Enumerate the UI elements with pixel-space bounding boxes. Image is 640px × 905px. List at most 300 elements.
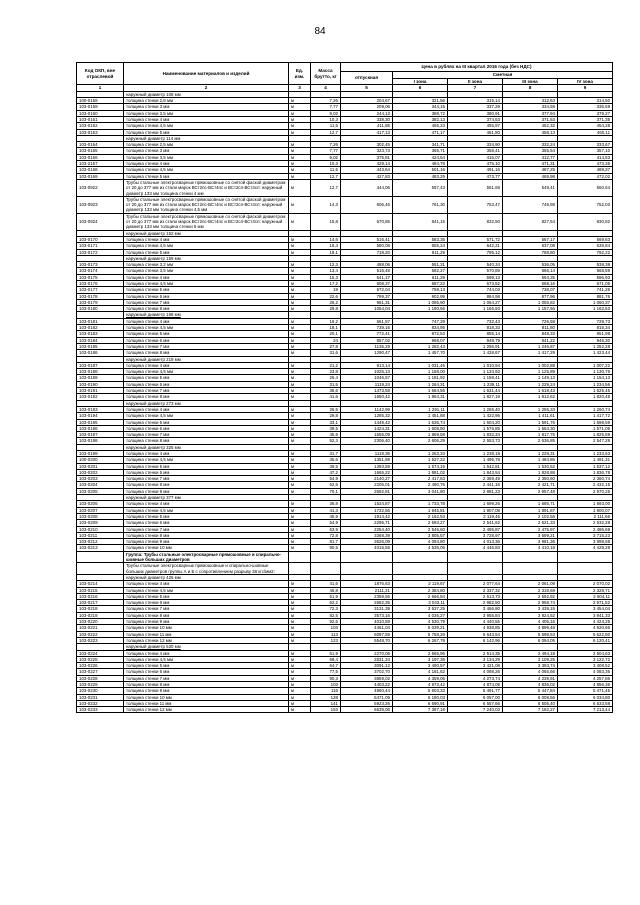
row-code: 103-0174	[77, 268, 124, 274]
row-code: 103-0199	[77, 451, 124, 457]
row-code: 100-0200	[77, 457, 124, 463]
row-name: толщина стенки 4 мм	[124, 362, 289, 368]
row-zone1-price: 465,23	[393, 123, 448, 129]
row-name: толщина стенки 5 мм	[124, 249, 289, 255]
header-index: 4	[311, 85, 341, 92]
row-zone4-price: 851,98	[558, 331, 613, 337]
row-release-price: 1046,57	[341, 375, 393, 381]
header-estimate: Сметная	[393, 72, 613, 79]
row-zone4-price: 569,63	[558, 236, 613, 242]
row-unit: м	[289, 520, 311, 526]
row-zone2-price: 2 541,62	[448, 520, 503, 526]
row-mass: 7,26	[311, 142, 341, 148]
row-mass: 52,3	[311, 438, 341, 444]
row-code: 103-0232	[77, 700, 124, 706]
row-release-price: 1876,63	[341, 581, 393, 587]
row-zone4-price: 639,84	[558, 243, 613, 249]
row-zone1-price: 6 180,03	[393, 694, 448, 700]
row-mass: 72,3	[311, 606, 341, 612]
row-zone4-price: 3 122,72	[558, 656, 613, 662]
row-unit: м	[289, 469, 311, 475]
row-name: толщина стенки 8 мм	[124, 438, 289, 444]
row-zone4-price: 7 213,44	[558, 707, 613, 713]
row-release-price: 411,85	[341, 123, 393, 129]
row-name: толщина стенки 8 мм	[124, 350, 289, 356]
row-release-price: 2140,27	[341, 476, 393, 482]
row-release-price: 1473,58	[341, 388, 393, 394]
row-zone4-price: 1 820,48	[558, 394, 613, 400]
row-zone3-price: 2 494,18	[503, 650, 558, 656]
row-zone4-price: 1 154,13	[558, 375, 613, 381]
row-release-price: 913,14	[341, 362, 393, 368]
row-zone1-price: 2 162,53	[393, 513, 448, 519]
row-name: наружный диаметр 530 мм	[124, 644, 289, 650]
row-zone4-price: 4 920,66	[558, 625, 613, 631]
row-zone3-price: 1 411,61	[503, 413, 558, 419]
row-unit: м	[289, 293, 311, 299]
row-zone4-price: 4 257,86	[558, 675, 613, 681]
row-zone3-price: 2 102,58	[503, 513, 558, 519]
row-zone2-price: 5 491,77	[448, 688, 503, 694]
row-unit: м	[289, 482, 311, 488]
row-mass: 7,26	[311, 98, 341, 104]
row-unit: м	[289, 501, 311, 507]
row-unit: м	[289, 236, 311, 242]
row-name: толщина стенки 8 мм	[124, 612, 289, 618]
row-zone1-price: 759,13	[393, 287, 448, 293]
row-code: 103-0220	[77, 619, 124, 625]
row-zone1-price: 1 291,11	[393, 406, 448, 412]
row-mass: 41,6	[311, 581, 341, 587]
row-zone3-price: 1 157,66	[503, 306, 558, 312]
row-name: толщина стенки 4 мм	[124, 501, 289, 507]
row-zone2-price: 2 553,73	[448, 438, 503, 444]
row-release-price: 3368,39	[341, 532, 393, 538]
row-zone4-price: 1 836,78	[558, 469, 613, 475]
row-unit: м	[289, 507, 311, 513]
row-name: толщина стенки 3,5 мм	[124, 268, 289, 274]
row-zone3-price: 2 957,48	[503, 488, 558, 494]
row-unit: м	[289, 438, 311, 444]
header-zone4: IV зона	[558, 78, 613, 85]
row-code: 103-0165	[77, 148, 124, 154]
row-zone2-price: 3 955,84	[448, 612, 503, 618]
row-release-price: 375,81	[341, 154, 393, 160]
row-zone1-price: 1 282,43	[393, 343, 448, 349]
row-release-price: 204,67	[341, 98, 393, 104]
row-name: толщина стенки 5 мм	[124, 513, 289, 519]
row-unit: м	[289, 650, 311, 656]
row-zone4-price: 741,26	[558, 287, 613, 293]
row-zone2-price: 1 239,11	[448, 381, 503, 387]
row-zone3-price: 1 246,87	[503, 343, 558, 349]
row-unit: м	[289, 631, 311, 637]
row-zone4-price: 1 537,12	[558, 463, 613, 469]
row-release-price: 1722,56	[341, 507, 393, 513]
row-release-price: 323,73	[341, 148, 393, 154]
row-code: 103-0185	[77, 343, 124, 349]
row-zone1-price: 365,71	[393, 148, 448, 154]
row-release-price: 772,41	[341, 331, 393, 337]
row-name: наружный диаметр 325 мм	[124, 444, 289, 450]
row-code: 103-0173	[77, 262, 124, 268]
row-mass: 77,5	[311, 669, 341, 675]
row-zone3-price: 6 505,40	[503, 700, 558, 706]
row-mass: 11,5	[311, 123, 341, 129]
row-zone2-price: 795,12	[448, 249, 503, 255]
row-mass: 18,1	[311, 325, 341, 331]
row-name: толщина стенки 11 мм	[124, 631, 289, 637]
row-zone4-price: 1 598,59	[558, 419, 613, 425]
row-code: 103-0202	[77, 469, 124, 475]
row-zone2-price: 1 428,67	[448, 350, 503, 356]
row-zone1-price: 902,99	[393, 293, 448, 299]
row-zone1-price: 483,29	[393, 173, 448, 179]
row-release-price: 515,48	[341, 268, 393, 274]
row-zone3-price: 452,32	[503, 123, 558, 129]
row-code: 103-0196	[77, 425, 124, 431]
row-name: толщина стенки 7 мм	[124, 432, 289, 438]
row-mass: 26,5	[311, 406, 341, 412]
row-release-price: 427,83	[341, 173, 393, 179]
row-zone1-price: 6 690,91	[393, 700, 448, 706]
row-mass: 12,7	[311, 179, 341, 196]
row-release-price: 1351,89	[341, 457, 393, 463]
row-release-price: 4403,22	[341, 681, 393, 687]
row-mass: 36,8	[311, 501, 341, 507]
row-zone4-price: 4 856,36	[558, 681, 613, 687]
header-mass: Масса брутто, кг	[311, 63, 341, 85]
row-zone4-price: 4 083,36	[558, 669, 613, 675]
row-code: 103-0166	[77, 154, 124, 160]
row-zone4-price: 881,76	[558, 293, 613, 299]
row-mass: 54,9	[311, 520, 341, 526]
row-release-price: 338,30	[341, 116, 393, 122]
row-zone2-price: 1 604,20	[448, 419, 503, 425]
row-unit: м	[289, 287, 311, 293]
row-mass: 15,8	[311, 213, 341, 230]
row-zone1-price: 4 973,42	[393, 681, 448, 687]
row-zone4-price: 1 825,59	[558, 432, 613, 438]
row-zone4-price: 2 328,71	[558, 587, 613, 593]
row-zone1-price: 1 574,16	[393, 463, 448, 469]
row-zone3-price: 5 447,84	[503, 688, 558, 694]
row-code: 103-0191	[77, 388, 124, 394]
row-zone1-price: 582,27	[393, 268, 448, 274]
row-name: толщина стенки 4 мм	[124, 650, 289, 656]
row-code: 103-0213	[77, 545, 124, 551]
row-mass: 16,2	[311, 318, 341, 324]
row-unit: м	[289, 457, 311, 463]
row-zone3-price	[503, 563, 558, 575]
row-zone1-price: 1 181,92	[393, 375, 448, 381]
row-zone4-price: 1 130,76	[558, 369, 613, 375]
row-mass: 31,5	[311, 381, 341, 387]
row-code: 103-0226	[77, 663, 124, 669]
row-release-price: 961,31	[341, 299, 393, 305]
row-mass: 18,1	[311, 249, 341, 255]
row-zone2-price: 2 119,45	[448, 513, 503, 519]
row-unit	[289, 551, 311, 563]
row-name: толщина стенки 6 мм	[124, 520, 289, 526]
row-zone3-price: 2 592,92	[503, 593, 558, 599]
row-zone2-price: 4 874,09	[448, 681, 503, 687]
row-release-price: 5097,59	[341, 631, 393, 637]
row-unit: м	[289, 587, 311, 593]
row-unit: м	[289, 625, 311, 631]
table-row	[77, 196, 613, 213]
row-release-price: 3091,12	[341, 663, 393, 669]
row-code: 103-0179	[77, 299, 124, 305]
row-zone2-price: 4 440,55	[448, 619, 503, 625]
row-code: 103-0188	[77, 369, 124, 375]
row-unit: м	[289, 419, 311, 425]
row-zone2-price: 540,34	[448, 262, 503, 268]
row-zone3-price: 1 564,30	[503, 425, 558, 431]
row-code: 103-0201	[77, 463, 124, 469]
row-zone1-price: 2 666,84	[393, 593, 448, 599]
row-unit: м	[289, 394, 311, 400]
row-zone4-price: 5 622,80	[558, 631, 613, 637]
row-name: толщина стенки 4,5 мм	[124, 656, 289, 662]
row-mass: 17,2	[311, 280, 341, 286]
row-zone1-price: 761,30	[393, 196, 448, 213]
row-zone2-price: 1 631,44	[448, 388, 503, 394]
row-release-price: 541,17	[341, 274, 393, 280]
row-release-price: 4960,44	[341, 688, 393, 694]
row-unit: м	[289, 369, 311, 375]
row-zone2-price: 948,79	[448, 337, 503, 343]
row-release-price: 5548,70	[341, 637, 393, 643]
row-zone1-price: 1 158,00	[393, 369, 448, 375]
row-zone1-price: 5 603,33	[393, 688, 448, 694]
row-zone3-price: 2 350,60	[503, 476, 558, 482]
row-name: толщина стенки 10 мм	[124, 545, 289, 551]
row-release-price: 2359,56	[341, 593, 393, 599]
row-zone1-price: 321,56	[393, 98, 448, 104]
row-zone2-price: 884,98	[448, 293, 503, 299]
header-name: Наименование материалов и изделий	[124, 63, 289, 85]
row-release-price	[341, 563, 393, 575]
row-zone2-price: 832,50	[448, 213, 503, 230]
header-index: 9	[558, 85, 613, 92]
header-zone3: III зона	[503, 78, 558, 85]
row-mass: 10,3	[311, 161, 341, 167]
row-unit: м	[289, 337, 311, 343]
header-index: 7	[448, 85, 503, 92]
row-code: 103-0195	[77, 419, 124, 425]
row-zone3-price: 377,94	[503, 110, 558, 116]
row-unit: м	[289, 142, 311, 148]
row-zone1-price: 1 264,31	[393, 381, 448, 387]
row-zone3-price: 3 393,74	[503, 663, 558, 669]
row-name: толщина стенки 4 мм	[124, 236, 289, 242]
row-code: 103-0212	[77, 539, 124, 545]
row-unit: м	[289, 688, 311, 694]
row-zone4-price: 454,28	[558, 123, 613, 129]
row-zone1-price: 6 267,79	[393, 637, 448, 643]
row-zone4-price: 1 491,31	[558, 457, 613, 463]
row-release-price: 3131,39	[341, 606, 393, 612]
row-unit: м	[289, 539, 311, 545]
row-unit: м	[289, 526, 311, 532]
row-zone2-price: 2 495,87	[448, 526, 503, 532]
row-name: наружный диаметр 377 мм	[124, 495, 289, 501]
row-unit: м	[289, 179, 311, 196]
row-zone3-price: 536,05	[503, 262, 558, 268]
row-unit: м	[289, 280, 311, 286]
row-code: 103-0190	[77, 381, 124, 387]
row-name: толщина стенки 4,5 мм	[124, 280, 289, 286]
row-mass: 22,6	[311, 293, 341, 299]
row-mass: 19	[311, 287, 341, 293]
row-zone2-price: 1 158,41	[448, 375, 503, 381]
header-price: Цена в рублях на III квартал 2016 года (без НДС)	[341, 63, 613, 72]
row-unit: м	[289, 476, 311, 482]
row-zone2-price: 1 166,93	[448, 306, 503, 312]
row-unit: м	[289, 116, 311, 122]
row-code: 103-0186	[77, 350, 124, 356]
row-release-price	[341, 551, 393, 563]
row-zone2-price: 3 421,08	[448, 663, 503, 669]
row-mass: 113	[311, 631, 341, 637]
row-name: толщина стенки 4,5 мм	[124, 123, 289, 129]
row-mass: 51,9	[311, 593, 341, 599]
row-code: 103-0224	[77, 650, 124, 656]
row-zone4-price: 1 007,22	[558, 362, 613, 368]
row-code: 103-0161	[77, 116, 124, 122]
row-zone3-price: 1 618,43	[503, 388, 558, 394]
row-code: 103-0170	[77, 236, 124, 242]
row-zone3-price: 2 958,74	[503, 600, 558, 606]
header-unit: Ед. изм.	[289, 63, 311, 85]
row-zone2-price: 455,97	[448, 123, 503, 129]
row-zone1-price: 2 119,87	[393, 581, 448, 587]
row-name: толщина стенки 12 мм	[124, 707, 289, 713]
row-zone2-price: 5 643,54	[448, 631, 503, 637]
row-mass: 12,7	[311, 129, 341, 135]
row-unit: м	[289, 331, 311, 337]
row-zone1-price: 3 537,25	[393, 606, 448, 612]
row-mass: 31,6	[311, 350, 341, 356]
row-unit: м	[289, 325, 311, 331]
row-zone4-price: 336,59	[558, 104, 613, 110]
row-code: 103-0198	[77, 438, 124, 444]
row-zone2-price: 1 699,26	[448, 501, 503, 507]
row-release-price: 1290,47	[341, 350, 393, 356]
row-zone4-price: 752,03	[558, 196, 613, 213]
row-zone4-price: 333,67	[558, 142, 613, 148]
row-zone1-price: 1 263,33	[393, 451, 448, 457]
row-zone1-price: 1 945,81	[393, 507, 448, 513]
row-unit: м	[289, 110, 311, 116]
row-zone2-price: 2 514,35	[448, 650, 503, 656]
row-zone3-price: 1 812,62	[503, 394, 558, 400]
row-zone2-price: 4 938,85	[448, 625, 503, 631]
row-mass: 92,6	[311, 619, 341, 625]
row-release-price: 2270,06	[341, 650, 393, 656]
row-release-price: 2205,01	[341, 482, 393, 488]
row-mass: 12,7	[311, 173, 341, 179]
row-zone3-price: 1 591,76	[503, 419, 558, 425]
row-zone3-price: 332,24	[503, 142, 558, 148]
row-unit: м	[289, 463, 311, 469]
row-unit: м	[289, 606, 311, 612]
row-mass: 41,6	[311, 394, 341, 400]
row-zone3-price: 1 229,24	[503, 381, 558, 387]
row-code	[77, 563, 124, 575]
row-unit: м	[289, 656, 311, 662]
row-unit: м	[289, 406, 311, 412]
row-zone4-price: 945,30	[558, 337, 613, 343]
row-name: толщина стенки 5 мм	[124, 593, 289, 599]
row-mass: 26,4	[311, 375, 341, 381]
row-name: толщина стенки 5 мм	[124, 663, 289, 669]
row-zone4-price: 1 060,37	[558, 299, 613, 305]
row-zone3-price: 487,25	[503, 167, 558, 173]
row-mass: 39,5	[311, 425, 341, 431]
page-number: 84	[314, 26, 326, 37]
row-zone3-price: 1 484,86	[503, 457, 558, 463]
row-zone1-price: 2 593,27	[393, 520, 448, 526]
row-unit: м	[289, 425, 311, 431]
row-zone4-price: 4 429,28	[558, 545, 613, 551]
row-mass: 90,5	[311, 545, 341, 551]
row-zone2-price: 6 142,96	[448, 637, 503, 643]
row-unit: м	[289, 318, 311, 324]
row-code: 103-0225	[77, 656, 124, 662]
row-zone3-price: 877,96	[503, 293, 558, 299]
row-release-price: 739,16	[341, 325, 393, 331]
row-unit: м	[289, 681, 311, 687]
row-name: толщина стенки 4 мм	[124, 406, 289, 412]
row-mass: 14,6	[311, 236, 341, 242]
row-code: 103-0206	[77, 501, 124, 507]
row-zone3-price: 811,80	[503, 325, 558, 331]
row-zone3-price: 941,22	[503, 337, 558, 343]
row-mass: 51,9	[311, 650, 341, 656]
row-zone2-price: 380,91	[448, 110, 503, 116]
row-zone2-price: 1 134,93	[448, 369, 503, 375]
row-zone2-price: 4 013,36	[448, 539, 503, 545]
header-index: 2	[124, 85, 289, 92]
row-mass: 13,4	[311, 268, 341, 274]
row-zone1-price: 4 181,62	[393, 669, 448, 675]
row-name: толщина стенки 5 мм	[124, 463, 289, 469]
row-zone2-price: 473,77	[448, 173, 503, 179]
row-name: толщина стенки 5 мм	[124, 331, 289, 337]
row-unit: м	[289, 123, 311, 129]
row-release-price: 2692,81	[341, 488, 393, 494]
row-name: толщина стенки 4,5 мм	[124, 325, 289, 331]
row-zone3-price: 4 410,18	[503, 545, 558, 551]
row-release-price: 606,46	[341, 196, 393, 213]
row-mass: 123	[311, 637, 341, 643]
row-name: толщина стенки 9 мм	[124, 688, 289, 694]
row-unit: м	[289, 306, 311, 312]
row-unit: м	[289, 669, 311, 675]
row-zone1-price: 1 190,66	[393, 306, 448, 312]
row-code: 103-0192	[77, 394, 124, 400]
row-code: 103-0209	[77, 520, 124, 526]
row-zone4-price: 3 454,04	[558, 606, 613, 612]
row-name: толщина стенки 2,5 мм	[124, 142, 289, 148]
row-zone4-price: 1 571,05	[558, 425, 613, 431]
row-code: 103-0177	[77, 287, 124, 293]
row-code: 103-0207	[77, 507, 124, 513]
row-zone4-price: 414,53	[558, 154, 613, 160]
header-index: 1	[77, 85, 124, 92]
